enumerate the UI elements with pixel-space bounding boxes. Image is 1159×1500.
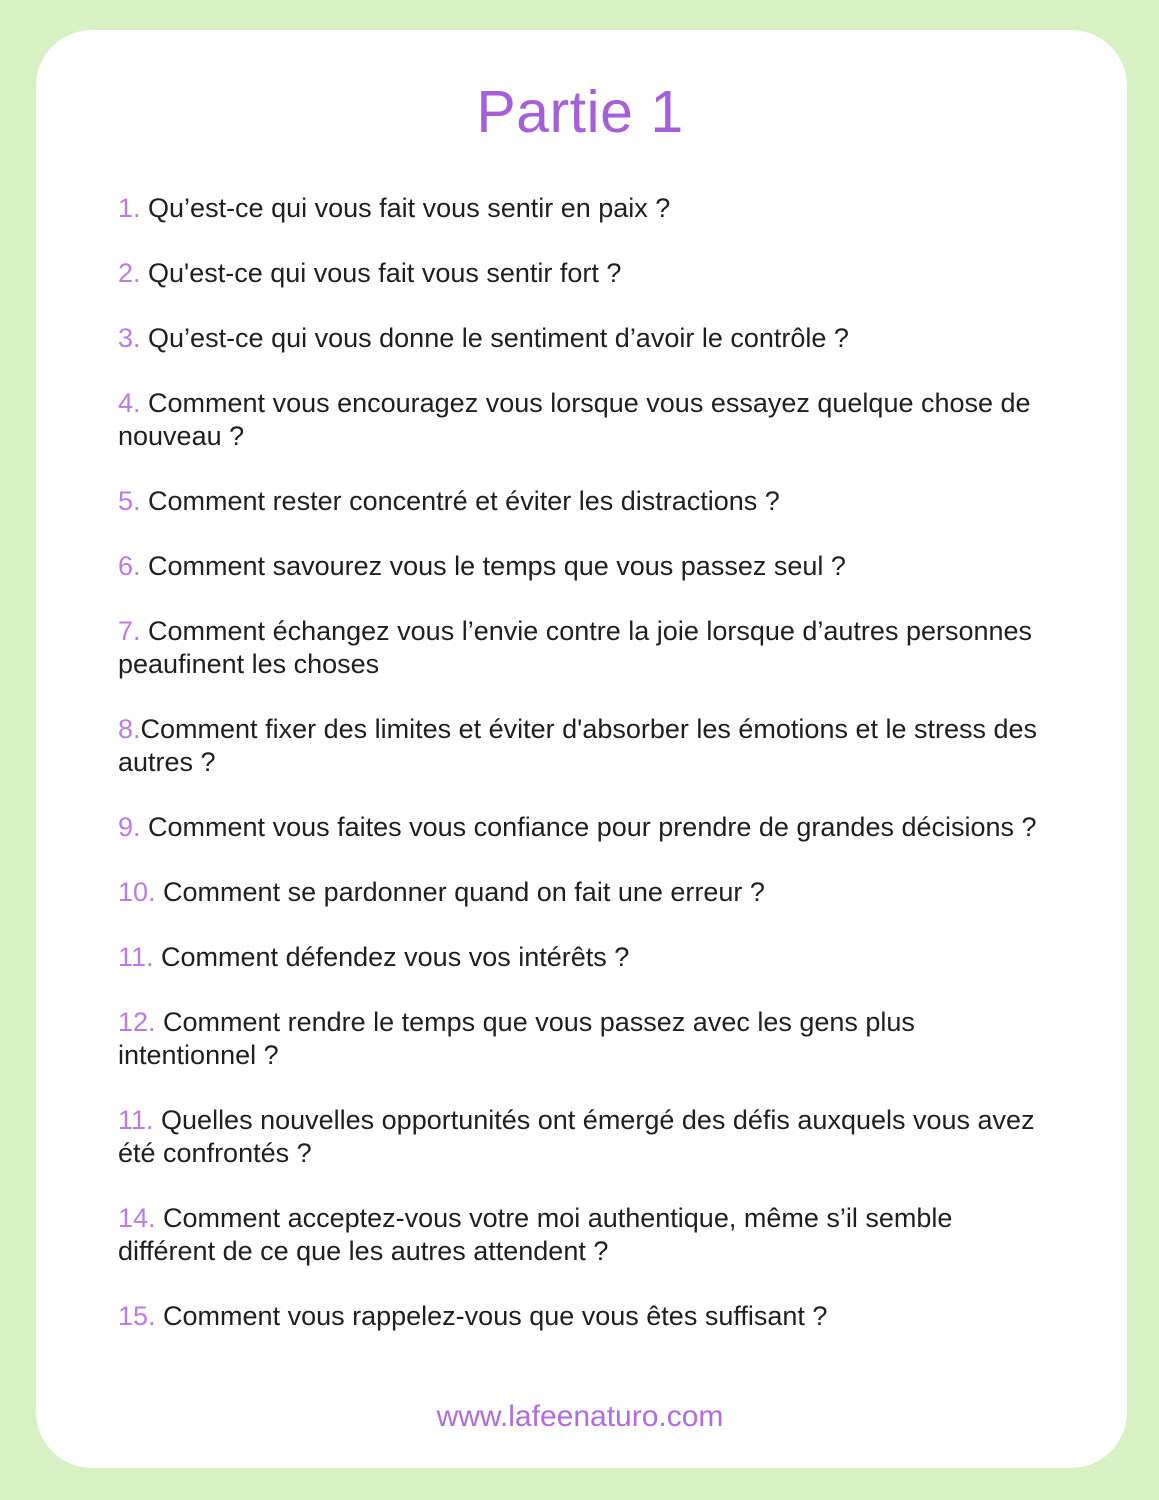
question-text: Comment fixer des limites et éviter d'absorber les émotions et le stress des autres ?: [118, 714, 1038, 777]
question-text: Comment vous faites vous confiance pour prendre de grandes décisions ?: [148, 812, 1037, 842]
question-number: 12.: [118, 1007, 164, 1037]
question-number: 3.: [118, 323, 149, 353]
question-number: 1.: [118, 193, 149, 223]
question-text: Quelles nouvelles opportunités ont émergé des défis auxquels vous avez été confrontés ?: [118, 1105, 1035, 1168]
question-text: Comment se pardonner quand on fait une erreur ?: [163, 877, 765, 907]
question-number: 14.: [118, 1203, 164, 1233]
question-text: Comment défendez vous vos intérêts ?: [161, 942, 630, 972]
question-number: 2.: [118, 258, 149, 288]
question-item-1: [118, 192, 1042, 225]
question-text: Qu’est-ce qui vous donne le sentiment d’avoir le contrôle ?: [148, 323, 849, 353]
question-item-15: [118, 1300, 1042, 1333]
question-number: 4.: [118, 388, 149, 418]
question-item-3: [118, 322, 1042, 355]
question-text: Qu'est-ce qui vous fait vous sentir fort ?: [148, 258, 622, 288]
question-text: Qu’est-ce qui vous fait vous sentir en paix ?: [148, 193, 671, 223]
question-text: Comment acceptez-vous votre moi authentique, même s’il semble différent de ce que les autres attendent ?: [118, 1203, 953, 1266]
question-item-6: [118, 550, 1042, 583]
question-item-2: [118, 257, 1042, 290]
question-item-8: [118, 713, 1042, 779]
question-item-11: [118, 941, 1042, 974]
question-item-13: [118, 1104, 1042, 1170]
question-number: 9.: [118, 812, 149, 842]
question-number: 11.: [118, 942, 162, 972]
question-list: [118, 192, 1042, 1333]
question-item-4: [118, 387, 1042, 453]
question-number: 11.: [118, 1105, 162, 1135]
question-item-7: [118, 615, 1042, 681]
question-item-14: [118, 1202, 1042, 1268]
page-title: Partie 1: [476, 79, 684, 145]
question-item-10: [118, 876, 1042, 909]
question-item-9: [118, 811, 1042, 844]
question-number: 6.: [118, 551, 149, 581]
question-number: 8.: [118, 714, 141, 744]
question-text: Comment savourez vous le temps que vous passez seul ?: [148, 551, 846, 581]
question-text: Comment rester concentré et éviter les distractions ?: [148, 486, 780, 516]
website-url: www.lafeenaturo.com: [436, 1400, 724, 1433]
question-text: Comment vous encouragez vous lorsque vous essayez quelque chose de nouveau ?: [118, 388, 1031, 451]
question-text: Comment vous rappelez-vous que vous êtes suffisant ?: [163, 1301, 828, 1331]
question-number: 15.: [118, 1301, 164, 1331]
question-text: Comment rendre le temps que vous passez avec les gens plus intentionnel ?: [118, 1007, 915, 1070]
question-number: 7.: [118, 616, 149, 646]
question-text: Comment échangez vous l’envie contre la joie lorsque d’autres personnes peaufinent les choses: [118, 616, 1033, 679]
question-number: 10.: [118, 877, 164, 907]
worksheet-card: [36, 30, 1127, 1468]
question-item-12: [118, 1006, 1042, 1072]
question-item-5: [118, 485, 1042, 518]
question-number: 5.: [118, 486, 149, 516]
